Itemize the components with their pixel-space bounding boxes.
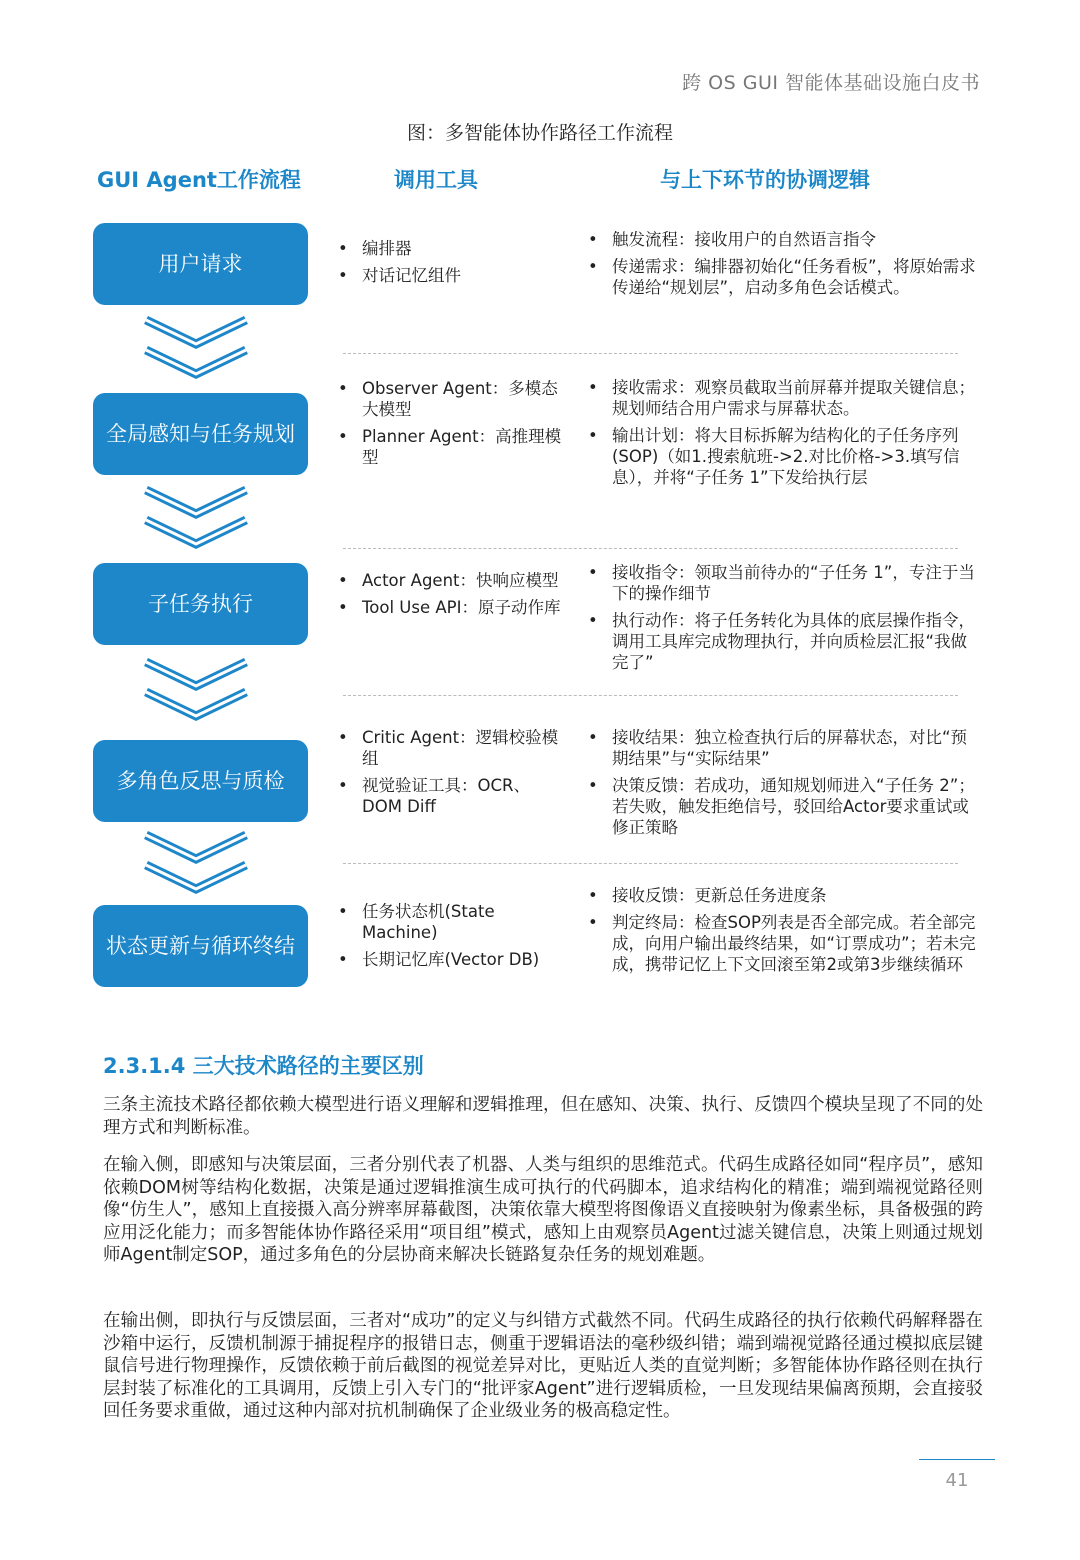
tool-item: • Critic Agent：逻辑校验模组 — [336, 727, 566, 769]
logic-item: • 接收需求：观察员截取当前屏幕并提取关键信息；规划师结合用户需求与屏幕状态。 — [586, 377, 976, 419]
double-chevron-down-icon — [140, 484, 252, 554]
tools-list — [336, 238, 566, 292]
row-divider — [343, 548, 958, 549]
column-header-tools: 调用工具 — [394, 168, 478, 192]
tools-list — [336, 378, 570, 474]
tool-item: • 编排器 — [336, 238, 566, 259]
logic-item: • 执行动作：将子任务转化为具体的底层操作指令，调用工具库完成物理执行，并向质检层汇报“我做完了” — [586, 610, 976, 673]
tools-list — [336, 901, 566, 976]
page-number: 41 — [945, 1470, 969, 1491]
logic-list — [586, 377, 976, 494]
tools-list — [336, 727, 566, 823]
step-box-state-update: 状态更新与循环终结 — [93, 905, 308, 987]
row-divider — [343, 863, 958, 864]
column-header-workflow: GUI Agent工作流程 — [97, 168, 301, 192]
step-box-perception-planning: 全局感知与任务规划 — [93, 393, 308, 475]
section-heading: 2.3.1.4 三大技术路径的主要区别 — [103, 1054, 424, 1078]
tool-item: • 任务状态机(State Machine) — [336, 901, 566, 943]
figure-caption: 图：多智能体协作路径工作流程 — [406, 122, 673, 144]
logic-item: • 决策反馈：若成功，通知规划师进入“子任务 2”；若失败，触发拒绝信号，驳回给Actor要求重试或修正策略 — [586, 775, 976, 838]
running-header: 跨 OS GUI 智能体基础设施白皮书 — [682, 72, 980, 94]
row-divider — [343, 695, 958, 696]
body-paragraph: 在输出侧，即执行与反馈层面，三者对“成功”的定义与纠错方式截然不同。代码生成路径的执行依赖代码解释器在沙箱中运行，反馈机制源于捕捉程序的报错日志，侧重于逻辑语法的毫秒级纠错；端到端视觉路径通过模拟底层键鼠信号进行物理操作，反馈依赖于前后截图的视觉差异对比，更贴近人类的直觉判断；多智能体协作路径则在执行层封装了标准化的工具调用，反馈上引入专门的“批评家Agent”进行逻辑质检，一旦发现结果偏离预期，会直接驳回任务要求重做，通过这种内部对抗机制确保了企业级业务的极高稳定性。 — [103, 1311, 983, 1421]
row-divider — [343, 353, 958, 354]
logic-list — [586, 229, 976, 304]
step-box-subtask-execution: 子任务执行 — [93, 563, 308, 645]
logic-item: • 输出计划：将大目标拆解为结构化的子任务序列(SOP)（如1.搜索航班->2.对比价格->3.填写信息），并将“子任务 1”下发给执行层 — [586, 425, 976, 488]
footer-rule — [919, 1459, 995, 1460]
logic-item: • 触发流程：接收用户的自然语言指令 — [586, 229, 976, 250]
double-chevron-down-icon — [140, 656, 252, 726]
tool-item: • Tool Use API：原子动作库 — [336, 597, 566, 618]
logic-list — [586, 727, 976, 844]
tool-item: • Observer Agent：多模态大模型 — [336, 378, 570, 420]
logic-list — [586, 562, 976, 679]
body-paragraph: 在输入侧，即感知与决策层面，三者分别代表了机器、人类与组织的思维范式。代码生成路径如同“程序员”，感知依赖DOM树等结构化数据，决策是通过逻辑推演生成可执行的代码脚本，追求结构化的精准；端到端视觉路径则像“仿生人”，感知上直接摄入高分辨率屏幕截图，决策依靠大模型将图像语义直接映射为像素坐标，具备极强的跨应用泛化能力；而多智能体协作路径采用“项目组”模式，感知上由观察员Agent过滤关键信息，决策上则通过规划师Agent制定SOP，通过多角色的分层协商来解决长链路复杂任务的规划难题。 — [103, 1155, 983, 1265]
logic-item: • 传递需求：编排器初始化“任务看板”，将原始需求传递给“规划层”，启动多角色会话模式。 — [586, 256, 976, 298]
logic-item: • 接收指令：领取当前待办的“子任务 1”，专注于当下的操作细节 — [586, 562, 976, 604]
logic-list — [586, 885, 976, 981]
logic-item: • 接收结果：独立检查执行后的屏幕状态，对比“预期结果”与“实际结果” — [586, 727, 976, 769]
body-paragraph: 三条主流技术路径都依赖大模型进行语义理解和逻辑推理，但在感知、决策、执行、反馈四个模块呈现了不同的处理方式和判断标准。 — [103, 1095, 983, 1138]
tool-item: • 视觉验证工具：OCR、DOM Diff — [336, 775, 566, 817]
tool-item: • Actor Agent：快响应模型 — [336, 570, 566, 591]
double-chevron-down-icon — [140, 314, 252, 384]
tool-item: • Planner Agent：高推理模型 — [336, 426, 570, 468]
step-box-reflection-qa: 多角色反思与质检 — [93, 740, 308, 822]
step-box-user-request: 用户请求 — [93, 223, 308, 305]
column-header-logic: 与上下环节的协调逻辑 — [660, 168, 870, 192]
logic-item: • 判定终局：检查SOP列表是否全部完成。若全部完成，向用户输出最终结果，如“订票成功”；若未完成，携带记忆上下文回滚至第2或第3步继续循环 — [586, 912, 976, 975]
tools-list — [336, 570, 566, 624]
logic-item: • 接收反馈：更新总任务进度条 — [586, 885, 976, 906]
tool-item: • 长期记忆库(Vector DB) — [336, 949, 566, 970]
double-chevron-down-icon — [140, 829, 252, 899]
tool-item: • 对话记忆组件 — [336, 265, 566, 286]
